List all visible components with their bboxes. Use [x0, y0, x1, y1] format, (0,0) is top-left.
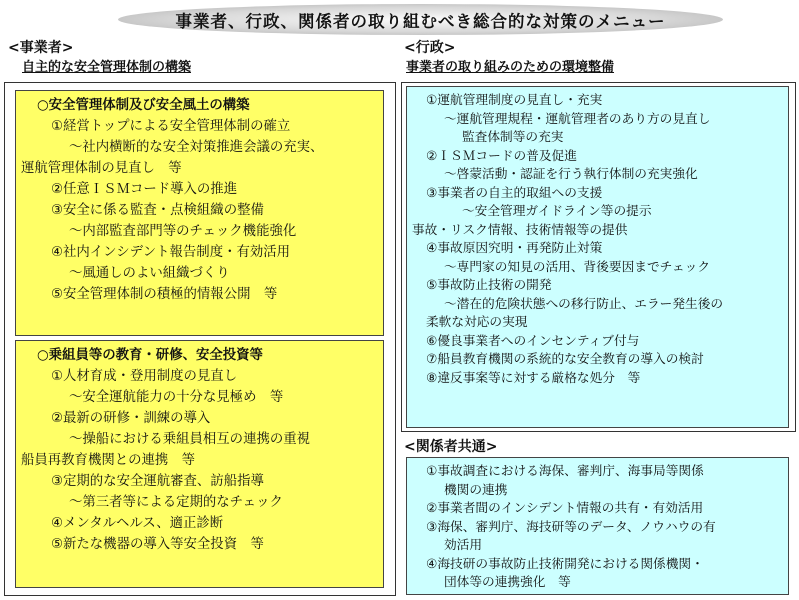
list-item: 効活用: [444, 537, 483, 552]
list-item: 団体等の連携強化 等: [444, 574, 571, 589]
list-item: ⑧違反事案等に対する厳格な処分 等: [426, 369, 641, 385]
list-item: ①人材育成・登用制度の見直し: [51, 369, 238, 384]
list-item: ～潜在的危険状態への移行防止、エラー発生後の: [444, 295, 724, 311]
list-item: ⑤新たな機器の導入等安全投資 等: [51, 537, 264, 552]
operators-subheading: 自主的な安全管理体制の構築: [22, 60, 192, 75]
list-item: ②ＩＳＭコードの普及促進: [426, 147, 577, 163]
list-item: ③海保、審判庁、海技研等のデータ、ノウハウの有: [426, 518, 716, 534]
list-item: ⑥優良事業者へのインセンティブ付与: [426, 332, 640, 348]
list-item: ○乗組員等の教育・研修、安全投資等: [37, 348, 263, 363]
list-item: ①運航管理制度の見直し・充実: [426, 92, 603, 107]
list-item: ③事業者の自主的取組への支援: [426, 184, 603, 200]
list-item: ④事故原因究明・再発防止対策: [426, 240, 603, 255]
list-item: ～風通しのよい組織づくり: [69, 266, 230, 281]
list-item: ②最新の研修・訓練の導入: [51, 411, 211, 426]
list-item: ①経営トップによる安全管理体制の確立: [51, 119, 291, 134]
list-item: ②事業者間のインシデント情報の共有・有効活用: [426, 500, 704, 515]
list-item: 運航管理体制の見直し 等: [21, 161, 182, 176]
list-item: ～第三者等による定期的なチェック: [69, 495, 283, 510]
list-item: ～社内横断的な安全対策推進会議の充実、: [69, 140, 324, 155]
safety-management-box: [15, 90, 384, 336]
list-item: ①事故調査における海保、審判庁、海事局等関係: [426, 463, 704, 478]
list-item: ～安全運航能力の十分な見極め 等: [69, 390, 284, 405]
crew-education-box: [15, 340, 384, 588]
list-item: ⑤安全管理体制の積極的情報公開 等: [51, 287, 278, 302]
list-item: 船員再教育機関との連携 等: [21, 453, 196, 468]
list-item: 事故・リスク情報、技術情報等の提供: [412, 221, 628, 237]
list-item: ④海技研の事故防止技術開発における関係機関・: [426, 555, 704, 571]
list-item: ～操船における乗組員相互の連携の重視: [69, 432, 311, 447]
list-item: ～安全管理ガイドライン等の提示: [462, 203, 652, 218]
administration-subheading: 事業者の取り組みのための環境整備: [406, 60, 615, 75]
stakeholders-heading: <関係者共通>: [404, 439, 498, 455]
list-item: ～内部監査部門等のチェック機能強化: [69, 224, 297, 239]
list-item: 柔軟な対応の実現: [426, 314, 528, 329]
administration-heading: <行政>: [404, 40, 456, 56]
list-item: ⑤事故防止技術の開発: [426, 277, 552, 292]
administration-box: [406, 86, 789, 428]
list-item: ～運航管理規程・運航管理者のあり方の見直し: [444, 110, 711, 126]
list-item: 監査体制等の充実: [462, 129, 564, 144]
list-item: ③定期的な安全運航審査、訪船指導: [51, 474, 264, 489]
list-item: ⑦船員教育機関の系統的な安全教育の導入の検討: [426, 351, 704, 366]
list-item: ④メンタルヘルス、適正診断: [51, 516, 224, 531]
stakeholders-box: [406, 457, 789, 595]
list-item: ④社内インシデント報告制度・有効活用: [51, 245, 291, 260]
list-item: ③安全に係る監査・点検組織の整備: [51, 203, 264, 218]
list-item: ～専門家の知見の活用、背後要因までチェック: [444, 258, 711, 274]
page-title: 事業者、行政、関係者の取り組むべき総合的な対策のメニュー: [175, 11, 666, 31]
list-item: ○安全管理体制及び安全風土の構築: [37, 98, 250, 113]
list-item: ～啓蒙活動・認証を行う執行体制の充実強化: [444, 166, 698, 181]
operators-heading: <事業者>: [8, 40, 74, 56]
list-item: 機関の連携: [444, 481, 508, 497]
title-banner: [118, 4, 723, 35]
list-item: ②任意ＩＳＭコード導入の推進: [51, 182, 238, 197]
